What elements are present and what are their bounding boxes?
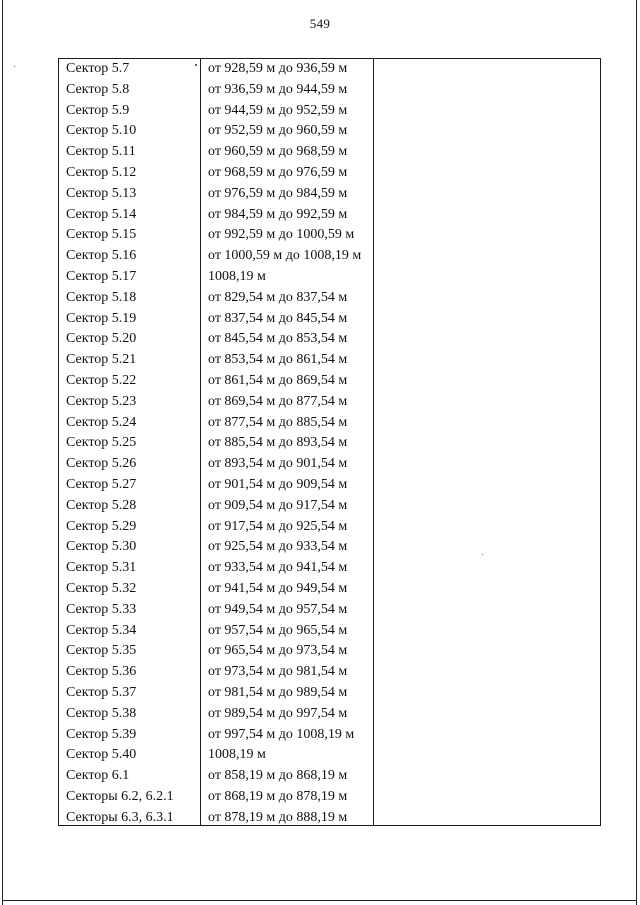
sector-range: от 989,54 м до 997,54 м xyxy=(208,705,348,721)
sector-range: 1008,19 м xyxy=(208,268,266,284)
sector-name: Сектор 5.31 xyxy=(66,560,137,576)
sector-range: от 853,54 м до 861,54 м xyxy=(208,352,348,368)
sector-name: Сектор 5.8 xyxy=(66,81,130,97)
sector-range: от 869,54 м до 877,54 м xyxy=(208,393,348,409)
table-row xyxy=(58,59,601,80)
sector-range: от 976,59 м до 984,59 м xyxy=(208,185,348,201)
sector-range: от 909,54 м до 917,54 м xyxy=(208,497,348,513)
sector-name: Сектор 5.30 xyxy=(66,539,137,555)
sector-name: Сектор 5.19 xyxy=(66,310,137,326)
table-row xyxy=(58,787,601,808)
sector-range: от 858,19 м до 868,19 м xyxy=(208,768,348,784)
table-row xyxy=(58,205,601,226)
sector-range: от 992,59 м до 1000,59 м xyxy=(208,227,355,243)
sector-range: от 877,54 м до 885,54 м xyxy=(208,414,348,430)
table-row xyxy=(58,163,601,184)
table-row xyxy=(58,433,601,454)
table-row xyxy=(58,392,601,413)
page-frame-bottom xyxy=(2,900,637,901)
sector-name: Сектор 5.22 xyxy=(66,372,137,388)
sector-name: Сектор 5.15 xyxy=(66,227,137,243)
sector-name: Сектор 5.25 xyxy=(66,435,137,451)
page-frame-left xyxy=(2,0,3,905)
table-row xyxy=(58,496,601,517)
table-row xyxy=(58,350,601,371)
sector-name: Сектор 5.39 xyxy=(66,726,137,742)
sector-name: Сектор 5.17 xyxy=(66,268,137,284)
sector-name: Сектор 5.23 xyxy=(66,393,137,409)
sector-name: Секторы 6.3, 6.3.1 xyxy=(66,809,174,825)
table-row xyxy=(58,766,601,787)
table-row xyxy=(58,704,601,725)
table-row xyxy=(58,288,601,309)
sector-range: от 984,59 м до 992,59 м xyxy=(208,206,348,222)
sector-name: Сектор 5.32 xyxy=(66,580,137,596)
sector-range: от 997,54 м до 1008,19 м xyxy=(208,726,355,742)
sector-range: от 960,59 м до 968,59 м xyxy=(208,144,348,160)
sector-range: от 878,19 м до 888,19 м xyxy=(208,809,348,825)
sector-range: от 981,54 м до 989,54 м xyxy=(208,684,348,700)
table-row xyxy=(58,225,601,246)
sector-name: Сектор 5.9 xyxy=(66,102,130,118)
sector-name: Сектор 5.28 xyxy=(66,497,137,513)
table-row xyxy=(58,745,601,766)
sector-name: Сектор 5.11 xyxy=(66,144,136,160)
sector-name: Сектор 5.40 xyxy=(66,747,137,763)
sector-range: от 925,54 м до 933,54 м xyxy=(208,539,348,555)
table-row xyxy=(58,413,601,434)
sector-name: Сектор 5.14 xyxy=(66,206,137,222)
table-row xyxy=(58,517,601,538)
sector-range: от 885,54 м до 893,54 м xyxy=(208,435,348,451)
sector-name: Сектор 5.7 xyxy=(66,61,130,76)
sector-range: от 968,59 м до 976,59 м xyxy=(208,164,348,180)
table-row xyxy=(58,662,601,683)
table-row xyxy=(58,537,601,558)
sector-name: Сектор 5.18 xyxy=(66,289,137,305)
sector-name: Сектор 5.20 xyxy=(66,331,137,347)
page-number: 549 xyxy=(309,16,331,31)
sector-range: 1008,19 м xyxy=(208,747,266,763)
scan-speck xyxy=(14,66,15,67)
sector-name: Сектор 5.34 xyxy=(66,622,137,638)
table-row xyxy=(58,184,601,205)
sector-range: от 957,54 м до 965,54 м xyxy=(208,622,348,638)
table-row xyxy=(58,80,601,101)
table-row xyxy=(58,475,601,496)
table-row xyxy=(58,121,601,142)
sector-range: от 973,54 м до 981,54 м xyxy=(208,664,348,680)
sector-range: от 1000,59 м до 1008,19 м xyxy=(208,248,362,264)
sector-name: Сектор 5.26 xyxy=(66,456,137,472)
sector-range: от 949,54 м до 957,54 м xyxy=(208,601,348,617)
table-row xyxy=(58,600,601,621)
sector-name: Сектор 5.10 xyxy=(66,123,137,139)
sector-name: Сектор 5.16 xyxy=(66,248,137,264)
table-row xyxy=(58,309,601,330)
table-row xyxy=(58,329,601,350)
table-row xyxy=(58,371,601,392)
sector-name: Сектор 5.24 xyxy=(66,414,137,430)
sector-name: Сектор 5.36 xyxy=(66,664,137,680)
sector-range: от 861,54 м до 869,54 м xyxy=(208,372,348,388)
sector-range: от 868,19 м до 878,19 м xyxy=(208,788,348,804)
sector-name: Сектор 5.21 xyxy=(66,352,137,368)
sector-name: Сектор 5.38 xyxy=(66,705,137,721)
sector-range: от 917,54 м до 925,54 м xyxy=(208,518,348,534)
table-row xyxy=(58,808,601,829)
sector-table-rows xyxy=(58,59,601,828)
sector-range: от 965,54 м до 973,54 м xyxy=(208,643,348,659)
sector-name: Сектор 5.13 xyxy=(66,185,137,201)
sector-range: от 933,54 м до 941,54 м xyxy=(208,560,348,576)
sector-range: от 893,54 м до 901,54 м xyxy=(208,456,348,472)
table-row xyxy=(58,725,601,746)
sector-name: Сектор 5.29 xyxy=(66,518,137,534)
scan-speck xyxy=(482,554,483,555)
table-row xyxy=(58,579,601,600)
sector-range: от 952,59 м до 960,59 м xyxy=(208,123,348,139)
sector-range: от 936,59 м до 944,59 м xyxy=(208,81,348,97)
table-row xyxy=(58,267,601,288)
sector-range: от 941,54 м до 949,54 м xyxy=(208,580,348,596)
table-row xyxy=(58,641,601,662)
table-row xyxy=(58,621,601,642)
sector-range: от 928,59 м до 936,59 м xyxy=(208,61,348,76)
table-row xyxy=(58,558,601,579)
sector-range: от 837,54 м до 845,54 м xyxy=(208,310,348,326)
sector-name: Сектор 5.35 xyxy=(66,643,137,659)
page-frame-right xyxy=(636,0,637,905)
sector-range: от 829,54 м до 837,54 м xyxy=(208,289,348,305)
sector-name: Сектор 5.37 xyxy=(66,684,137,700)
sector-range: от 944,59 м до 952,59 м xyxy=(208,102,348,118)
table-row xyxy=(58,246,601,267)
sector-name: Секторы 6.2, 6.2.1 xyxy=(66,788,174,804)
sector-name: Сектор 6.1 xyxy=(66,768,130,784)
sector-range: от 901,54 м до 909,54 м xyxy=(208,476,348,492)
sector-range: от 845,54 м до 853,54 м xyxy=(208,331,348,347)
table-row xyxy=(58,101,601,122)
sector-name: Сектор 5.27 xyxy=(66,476,137,492)
table-row xyxy=(58,142,601,163)
table-row xyxy=(58,683,601,704)
sector-name: Сектор 5.12 xyxy=(66,164,137,180)
table-row xyxy=(58,454,601,475)
scan-speck xyxy=(195,64,197,66)
sector-name: Сектор 5.33 xyxy=(66,601,137,617)
